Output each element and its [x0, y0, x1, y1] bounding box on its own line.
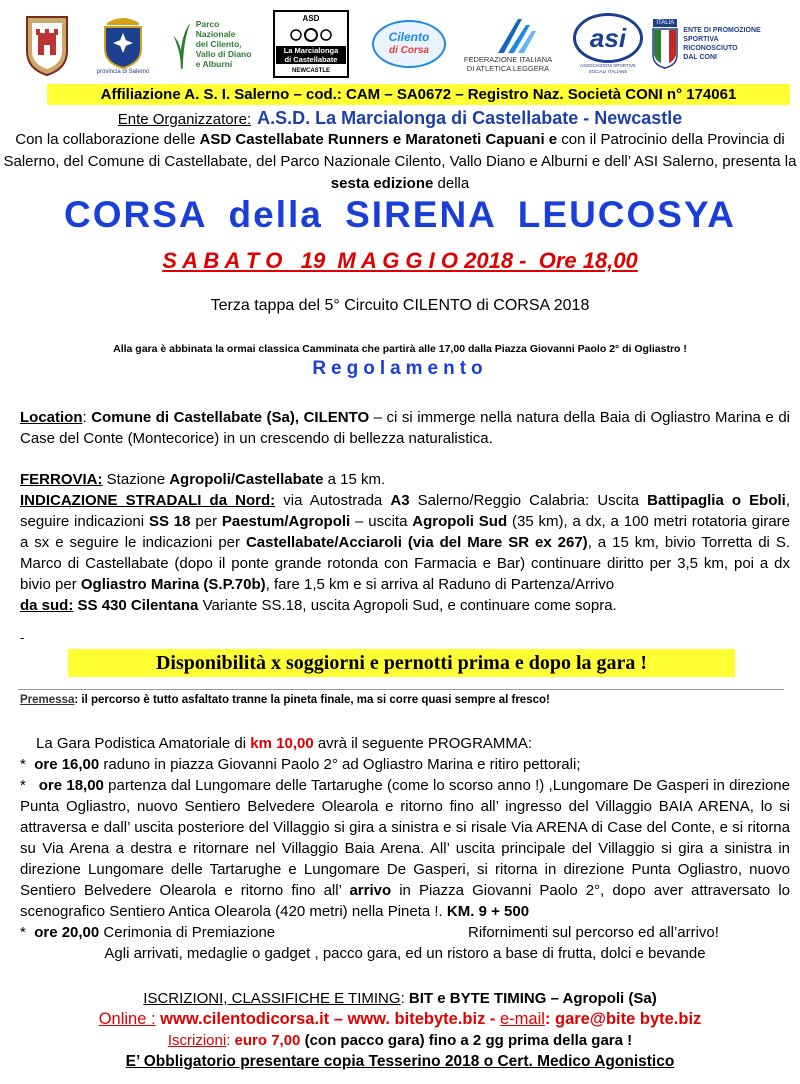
text: in Piazza Giovanni Paolo 2°, dopo aver attraversato lo scenografico Sentiero Antica Olearola (420 metri) nella Pineta !. [20, 882, 791, 920]
coni-line: DAL CONI [683, 54, 718, 61]
asi-subtitle: ASSOCIAZIONI SPORTIVE SOCIALI ITALIANE [580, 63, 636, 74]
text: raduno in piazza Giovanni Paolo 2° ad Ogliastro Marina e ritiro pettorali; [99, 756, 581, 773]
marcialonga-bottom: NEWCASTLE [292, 67, 330, 74]
location-label: Location [20, 409, 83, 426]
fidal-logo [454, 8, 562, 80]
dash-mark: - [20, 630, 25, 645]
dasud-line [20, 595, 790, 616]
text: (35 km), a dx, a 100 metri rotatoria girare a sx e seguire le indicazioni per [20, 513, 791, 551]
bullet: * [20, 777, 26, 794]
premessa-note [20, 694, 550, 706]
text: Variante SS.18, uscita Agropoli Sud, e continuare come sopra. [198, 597, 617, 614]
indicazioni-paragraph [20, 490, 790, 595]
coni-line: RICONOSCIUTO [683, 45, 738, 52]
ferrovia-label: FERROVIA: [20, 471, 103, 488]
text: avrà il seguente PROGRAMMA: [313, 735, 533, 752]
bullet: * [20, 924, 26, 941]
intro-text: con il Patrocinio della Provincia di Salerno, del Comune di Castellabate, del Parco Nazionale Cilento, Vallo Diano e Alburni e dell’ ASI Salerno, presenta la [3, 131, 797, 170]
cilento-line: Cilento [388, 30, 430, 44]
event-title: CORSA della SIRENA LEUCOSYA [63, 194, 736, 235]
timing-company: BIT e BYTE TIMING – Agropoli (Sa) [408, 990, 657, 1007]
program-section [20, 733, 790, 964]
program-item [20, 754, 790, 775]
parco-line: Vallo di Diano [195, 49, 252, 59]
email-label: e-mail [499, 1010, 545, 1028]
logo-strip [0, 8, 800, 80]
location-text: – ci si immerge nella natura della Baia di Ogliastro Marina e di Case del Conte (Montecorice) in un crescendo di bellezza naturalistica. [20, 409, 790, 447]
text: – uscita [350, 513, 413, 530]
provincia-caption: provincia di Salerno [96, 69, 150, 75]
online-label: Online : [98, 1010, 156, 1028]
runner-icon [286, 27, 336, 43]
iscrizioni-label: ISCRIZIONI, CLASSIFICHE E TIMING [143, 990, 401, 1007]
intro-paragraph [0, 129, 800, 195]
intro-text: della [433, 175, 470, 192]
text: Stazione [102, 471, 170, 488]
email-link[interactable]: : gare@bite byte.biz [544, 1010, 702, 1028]
bold-text: Castellabate/Acciaroli (via del Mare SR ex 267) [245, 534, 588, 551]
affiliation-banner: Affiliazione A. S. I. Salerno – cod.: CAM – SA0672 – Registro Naz. Società CONI n° 174061 [47, 84, 790, 105]
iscrizioni-line [0, 988, 800, 1009]
text: Cerimonia di Premiazione [99, 924, 276, 941]
text: , seguire indicazioni [20, 492, 791, 530]
refreshments-note: Rifornimenti sul percorso ed all’arrivo! [468, 924, 719, 941]
coni-italia: ITALIA [653, 19, 677, 27]
bold-text: Paestum/Agropoli [221, 513, 351, 530]
program-time: ore 20,00 [34, 924, 100, 941]
castle-emblem-logo [18, 8, 76, 80]
marcialonga-logo [270, 8, 352, 80]
text: via Autostrada [275, 492, 391, 509]
fidal-line: FEDERAZIONE ITALIANA [463, 55, 553, 64]
availability-banner: Disponibilità x soggiorni e pernotti prima e dopo la gara ! [68, 649, 735, 677]
text: , fare 1,5 km e si arriva al Raduno di Partenza/Arrivo [265, 576, 615, 593]
program-item [20, 922, 790, 943]
bold-text: SS 18 [148, 513, 191, 530]
text: : [226, 1032, 235, 1049]
text: partenza dal Lungomare delle Tartarughe (come lo scorso anno !) ,Lungomare De Gasperi in direzione Punta Ogliastro, nuovo Sentiero Belvedere Olearola e ritorno fino all’ ingresso del Villaggio BAIA ARENA, lo si attraversa e dall’ uscita posteriore del Villaggio si gira a sinistra e si risale Via ARENA di Case del Conte, e si ritorna su Via Arena a destra e ritornare nel Villaggio Baia Arena. All’ uscita principale del Villaggio si gira a sinistra in direzione Lungomare delle Tartarughe e Lungomare De Gasperi, si ritorna in direzione Punta Ogliastro, nuovo Sentiero Belvedere Olearola e ritorno fino all’ [20, 777, 790, 899]
regolamento-heading: Regolamento [312, 358, 488, 379]
text: , a 15 km, bivio Torretta di S. Marco di Castellabate (dopo il ponte grande rotonda con Farmacia e Bar) continuare diritto per 3,5 km, poi a dx bivio per [20, 534, 791, 593]
premessa-label: Premessa [20, 694, 75, 706]
bold-text: Agropoli Sud [412, 513, 508, 530]
italy-shield-icon [651, 27, 679, 69]
footer [0, 988, 800, 1072]
event-stage: Terza tappa del 5° Circuito CILENTO di CORSA 2018 [210, 297, 590, 314]
location-bold: Comune di Castellabate (Sa), CILENTO [91, 409, 370, 426]
bold-text: Battipaglia o Eboli [647, 492, 786, 509]
parco-line: e Alburni [195, 59, 233, 69]
program-item [20, 775, 790, 922]
marcialonga-line: di Castellabate [284, 55, 338, 65]
program-time: ore 18,00 [38, 777, 104, 794]
cilento-line: di Corsa [388, 45, 429, 56]
asi-text: asi [573, 13, 643, 63]
provincia-salerno-logo [92, 8, 154, 80]
text: La Gara Podistica Amatoriale di [36, 735, 251, 752]
divider [18, 689, 784, 690]
iscrizioni-fee-line [0, 1030, 800, 1051]
fidal-swoosh-icon [478, 15, 538, 55]
website-links[interactable]: www.cilentodicorsa.it – www. bitebyte.biz - [155, 1010, 500, 1028]
intro-bold: ASD Castellabate Runners e Maratoneti Capuani e [199, 131, 558, 148]
location-section: Location: Comune di Castellabate (Sa), CILENTO – ci si immerge nella natura della Baia di Ogliastro Marina e di Case del Conte (Montecorice) in un crescendo di bellezza naturalistica. [20, 409, 790, 447]
dasud-label: da sud: [20, 597, 74, 614]
bold-text: KM. 9 + 500 [446, 903, 530, 920]
bold-text: Agropoli/Castellabate [169, 471, 324, 488]
fee-value: euro 7,00 [234, 1032, 301, 1049]
intro-bold: sesta edizione [330, 175, 434, 192]
walk-note: Alla gara è abbinata la ormai classica Camminata che partirà alle 17,00 dalla Piazza Giovanni Paolo 2° di Ogliastro ! [113, 343, 687, 355]
premessa-text: : il percorso è tutto asfaltato tranne la pineta finale, ma si corre quasi sempre al fresco! [74, 694, 550, 706]
program-time: ore 16,00 [34, 756, 100, 773]
ente-org: A.S.D. La Marcialonga di Castellabate - Newcastle [257, 108, 683, 128]
ferrovia-line [20, 469, 790, 490]
indicazioni-label: INDICAZIONE STRADALI da Nord: [20, 492, 276, 509]
marcialonga-line: La Marcialonga [283, 46, 339, 56]
obligation-line: E’ Obbligatorio presentare copia Tesserino 2018 o Cert. Medico Agonistico [125, 1053, 675, 1070]
bold-text: SS 430 Cilentana [73, 597, 199, 614]
ente-label: Ente Organizzatore: [117, 111, 252, 128]
fee-label: Iscrizioni [167, 1032, 227, 1049]
bold-text: A3 [390, 492, 410, 509]
bold-text: arrivo [349, 882, 392, 899]
arrivals-note: Agli arrivati, medaglie o gadget , pacco gara, ed un ristoro a base di frutta, dolci e bevande [104, 945, 706, 962]
bullet: * [20, 756, 26, 773]
directions-section [20, 469, 790, 616]
distance-value: km 10,00 [250, 735, 314, 752]
ente-organizzatore [0, 107, 800, 131]
fidal-line: DI ATLETICA LEGGERA [466, 64, 550, 73]
parco-line: Parco Nazionale [195, 19, 236, 39]
intro-text: Con la collaborazione delle [15, 131, 200, 148]
text: Salerno/Reggio Calabria: Uscita [409, 492, 648, 509]
online-line [0, 1009, 800, 1030]
parco-line: del Cilento, [195, 39, 242, 49]
coni-logo [648, 8, 764, 80]
text: : [400, 990, 409, 1007]
cilento-di-corsa-logo [366, 8, 452, 80]
coni-line: SPORTIVA [683, 36, 719, 43]
parco-cilento-logo [168, 8, 256, 80]
asi-logo [572, 8, 644, 80]
bold-text: Ogliastro Marina (S.P.70b) [80, 576, 266, 593]
fee-text: (con pacco gara) fino a 2 gg prima della gara ! [300, 1032, 633, 1049]
coni-line: ENTE DI PROMOZIONE [683, 27, 761, 34]
event-date: S A B A T O 19 M A G G I O 2018 - Ore 18,00 [162, 248, 638, 273]
program-intro [20, 733, 790, 754]
marcialonga-top: ASD [302, 14, 320, 23]
text: per [190, 513, 222, 530]
text: a 15 km. [323, 471, 386, 488]
